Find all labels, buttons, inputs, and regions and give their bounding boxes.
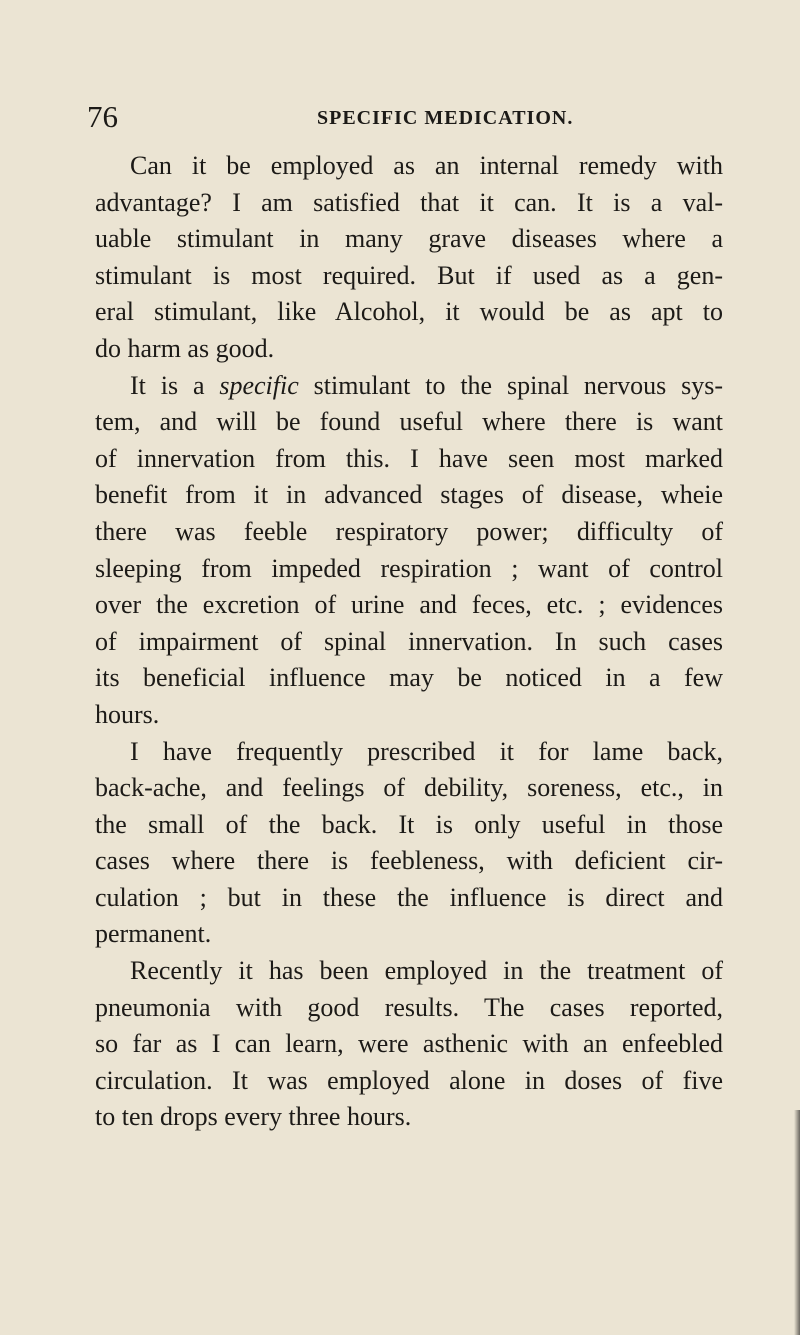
text-line: advantage? I am satisfied that it can. It is a val- xyxy=(95,187,723,217)
text-line: back-ache, and feelings of debility, soreness, etc., in xyxy=(95,773,723,803)
text-line: culation ; but in these the influence is direct and xyxy=(95,882,723,912)
text-line: tem, and will be found useful where there is want xyxy=(95,407,723,437)
text-line: Can it be employed as an internal remedy with xyxy=(130,151,723,180)
page-number: 76 xyxy=(87,99,118,134)
page-edge-shadow xyxy=(794,1110,800,1335)
running-head: SPECIFIC MEDICATION. xyxy=(317,107,574,129)
text-run: stimulant to the spinal nervous sys- xyxy=(298,370,723,400)
text-line: its beneficial influence may be noticed in a few xyxy=(95,663,723,693)
text-line: hours. xyxy=(95,699,160,729)
paragraph-2 xyxy=(95,368,723,734)
text-line: I have frequently prescribed it for lame back, xyxy=(130,736,723,766)
body-text xyxy=(95,148,723,1136)
paragraph-1 xyxy=(95,148,723,368)
text-line: over the excretion of urine and feces, etc. ; evidences xyxy=(95,590,723,620)
paragraph-4 xyxy=(95,953,723,1136)
text-line: eral stimulant, like Alcohol, it would be as apt to xyxy=(95,297,723,327)
text-line: circulation. It was employed alone in doses of five xyxy=(95,1065,723,1095)
text-line: of impairment of spinal innervation. In such cases xyxy=(95,626,723,656)
paragraph-3 xyxy=(95,734,723,954)
page-header xyxy=(87,95,727,139)
text-run: It is a xyxy=(130,370,220,400)
italic-word: specific xyxy=(219,370,299,400)
text-line: stimulant is most required. But if used as a gen- xyxy=(95,260,723,290)
text-line: there was feeble respiratory power; difficulty of xyxy=(95,516,723,546)
text-line: cases where there is feebleness, with deficient cir- xyxy=(95,846,723,876)
text-line: of innervation from this. I have seen most marked xyxy=(95,443,723,473)
text-line: uable stimulant in many grave diseases where a xyxy=(95,224,723,254)
text-line: pneumonia with good results. The cases reported, xyxy=(95,992,723,1022)
text-line: do harm as good. xyxy=(95,333,275,363)
text-line: to ten drops every three hours. xyxy=(95,1102,412,1132)
text-line: the small of the back. It is only useful in those xyxy=(95,809,723,839)
text-line xyxy=(95,368,723,405)
text-line: sleeping from impeded respiration ; want of control xyxy=(95,553,723,583)
text-line: permanent. xyxy=(95,919,212,949)
text-line: so far as I can learn, were asthenic with an enfeebled xyxy=(95,1029,723,1059)
text-line: Recently it has been employed in the treatment of xyxy=(130,956,723,986)
text-line: benefit from it in advanced stages of disease, wheie xyxy=(95,480,723,510)
